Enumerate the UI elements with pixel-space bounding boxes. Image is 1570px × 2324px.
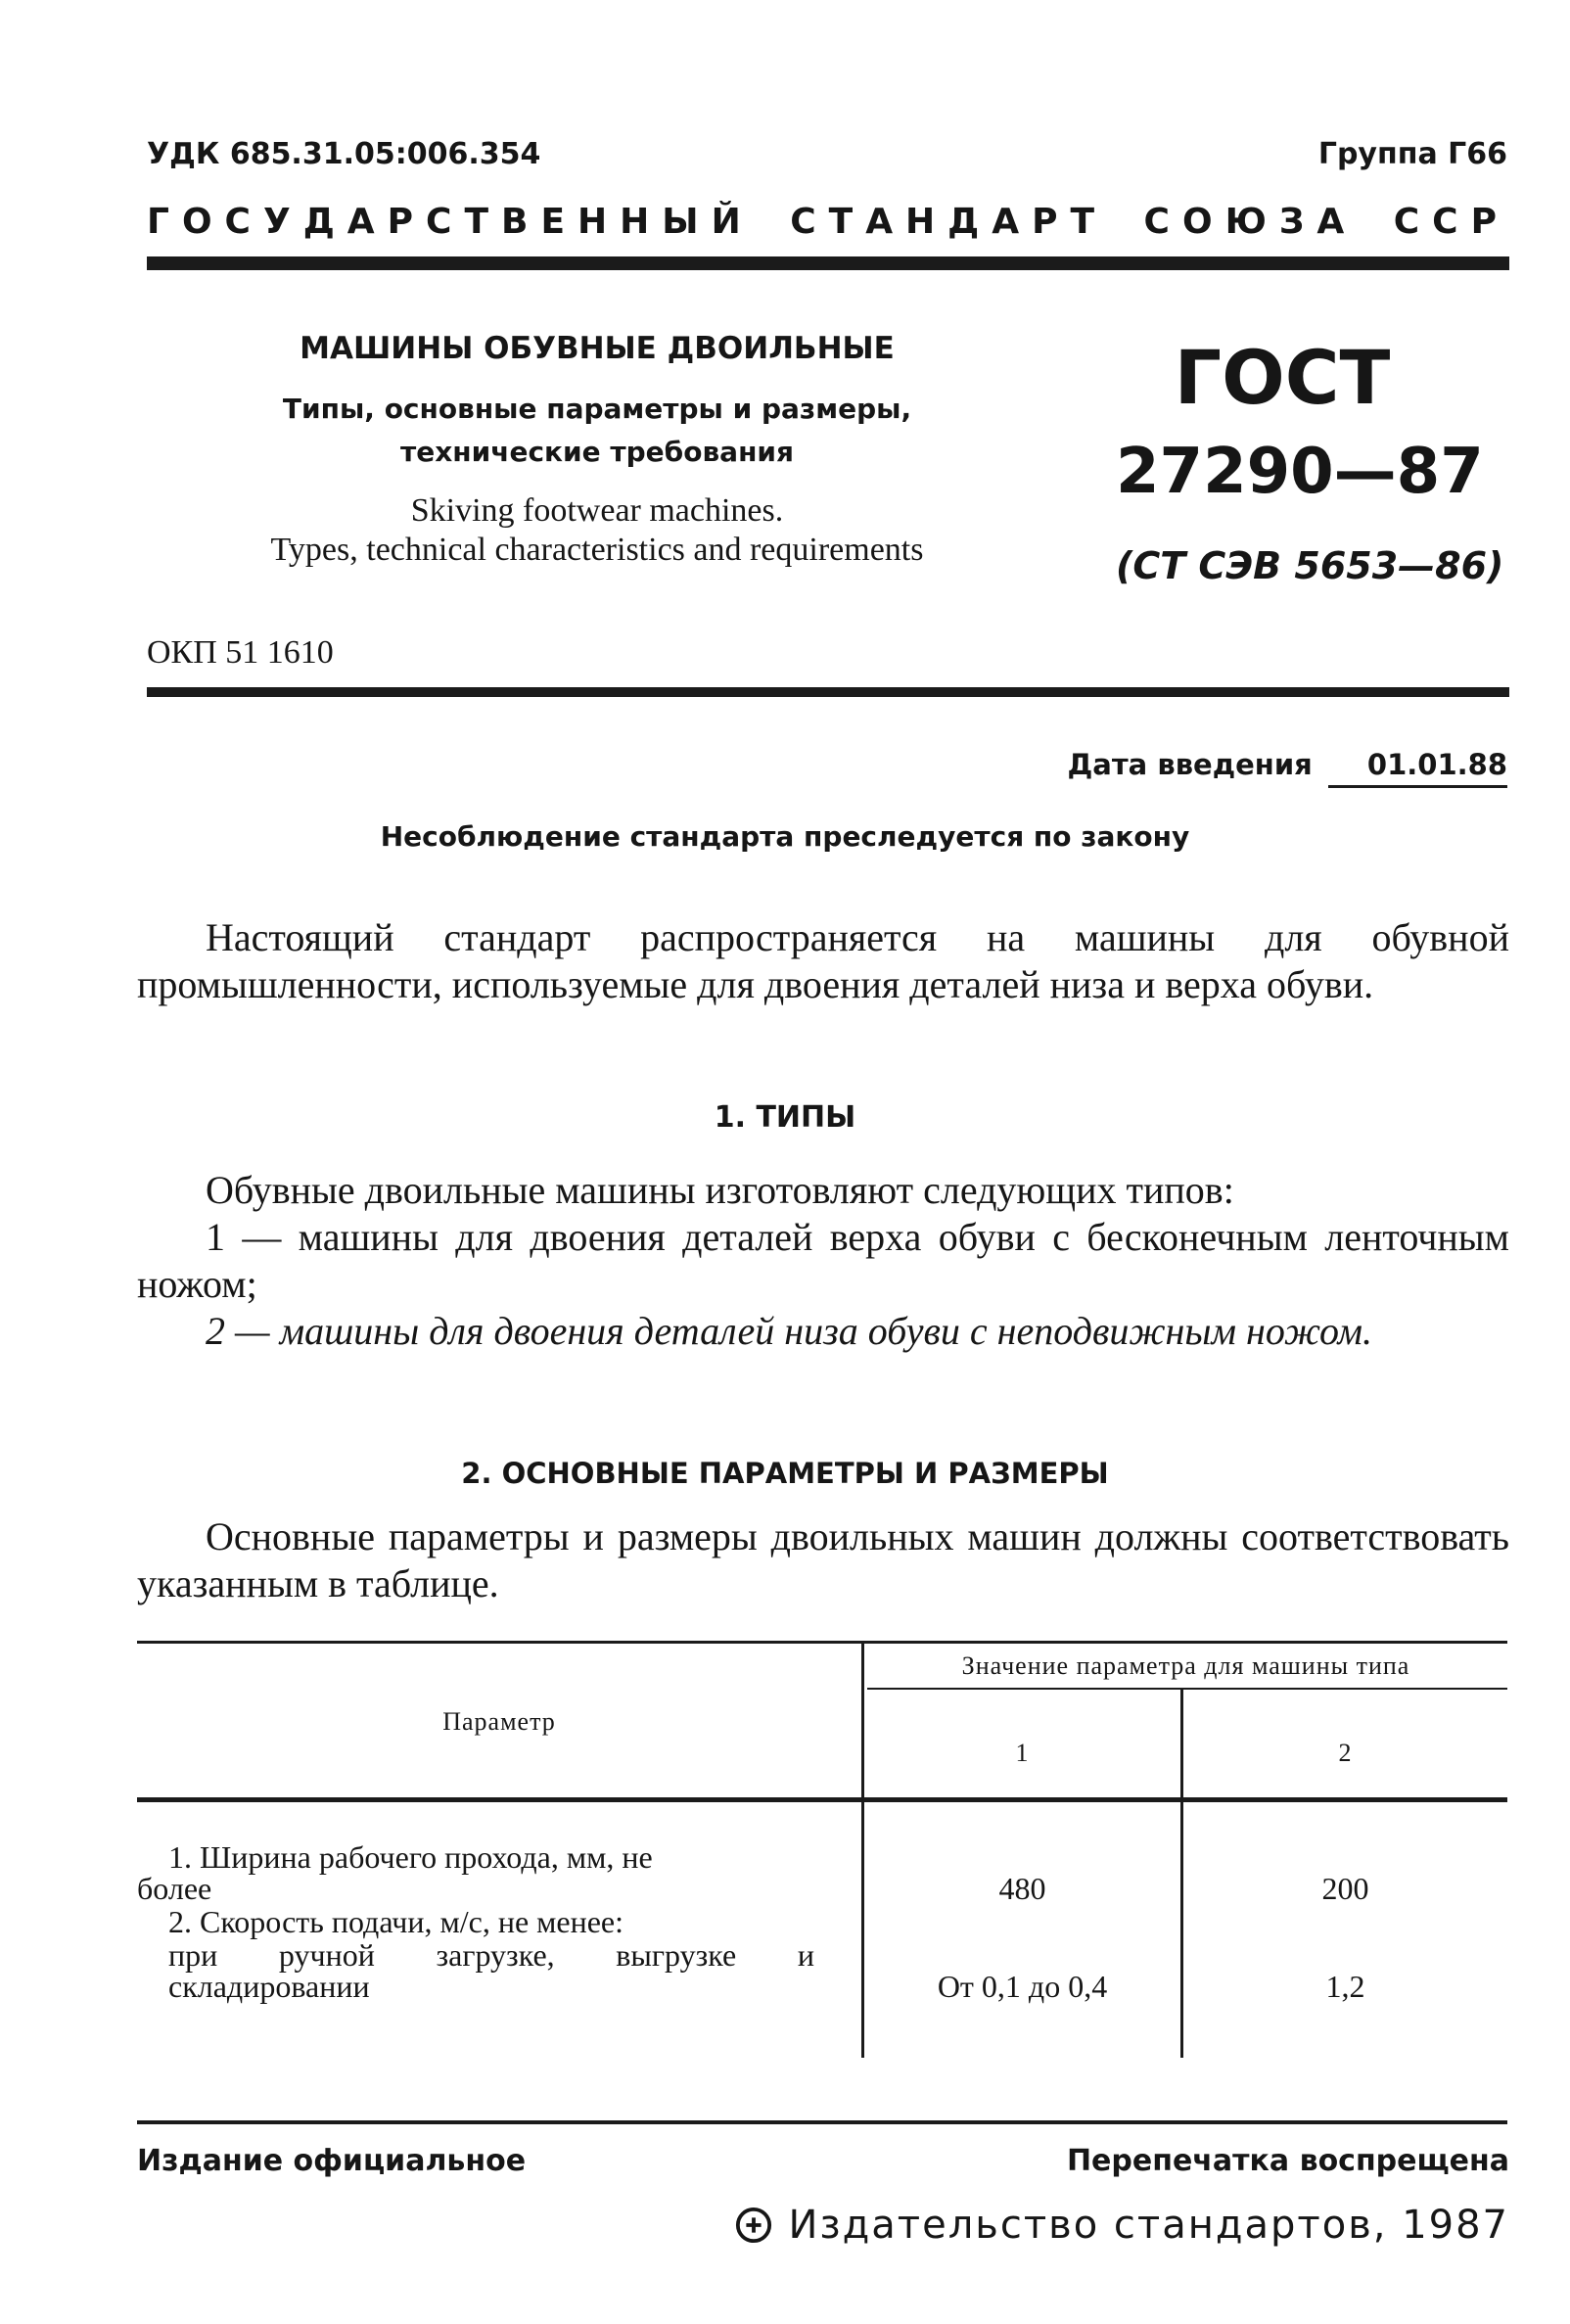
table-row2-param-line2: при ручной загрузке, выгрузке и xyxy=(168,1937,814,1973)
english-title-line2: Types, technical characteristics and requirements xyxy=(270,532,924,568)
standard-subtitle-line2: технические требования xyxy=(399,436,795,468)
table-header-rule xyxy=(137,1797,1507,1802)
type-item-1: 1 — машины для двоения деталей верха обуви с бесконечным ленточным ножом; xyxy=(137,1215,1509,1306)
publisher-name: Издательство стандартов, 1987 xyxy=(788,2203,1509,2248)
publisher-logo-icon xyxy=(735,2207,772,2244)
official-edition: Издание официальное xyxy=(137,2144,527,2178)
table-row2-value-type2: 1,2 xyxy=(1325,1969,1365,2004)
english-title-line1: Skiving footwear machines. xyxy=(410,492,784,529)
introduction-date-label: Дата введения xyxy=(1067,748,1313,781)
state-standard-word: ГОСУДАРСТВЕННЫЙ xyxy=(147,202,754,242)
table-row1-value-type1: 480 xyxy=(998,1871,1046,1906)
section-heading-types: 1. ТИПЫ xyxy=(714,1100,856,1135)
table-row2-value-type1: От 0,1 до 0,4 xyxy=(937,1969,1108,2004)
gost-label: ГОСТ xyxy=(1174,334,1391,421)
publisher-line xyxy=(735,2203,1509,2248)
table-row1-param-line1: 1. Ширина рабочего прохода, мм, не xyxy=(168,1839,653,1875)
table-row2-param-line3: складировании xyxy=(168,1969,370,2004)
udk-code: УДК 685.31.05:006.354 xyxy=(147,137,541,171)
gost-number: 27290—87 xyxy=(1116,436,1484,508)
okp-code: ОКП 51 1610 xyxy=(147,634,334,671)
scope-paragraph: Настоящий стандарт распространяется на машины для обувной промышленности, используемые для двоения деталей низа и верха обуви. xyxy=(137,915,1509,1006)
table-header-group: Значение параметра для машины типа xyxy=(961,1651,1410,1680)
standard-title: МАШИНЫ ОБУВНЫЕ ДВОИЛЬНЫЕ xyxy=(300,331,895,366)
standard-subtitle-line1: Типы, основные параметры и размеры, xyxy=(282,393,912,425)
state-standard-banner xyxy=(147,202,1509,242)
group-code: Группа Г66 xyxy=(1317,137,1507,171)
table-header-type2: 2 xyxy=(1338,1739,1353,1767)
state-standard-word: СОЮЗА xyxy=(1143,202,1358,242)
table-subheader-rule xyxy=(867,1688,1507,1690)
title-block xyxy=(147,331,1047,570)
table-header-param: Параметр xyxy=(442,1707,556,1736)
sev-reference: (СТ СЭВ 5653—86) xyxy=(1116,544,1504,587)
table-bottom-rule xyxy=(137,2120,1507,2124)
enforcement-notice: Несоблюдение стандарта преследуется по закону xyxy=(380,820,1190,853)
table-top-rule xyxy=(137,1641,1507,1644)
table-row2-param-line1: 2. Скорость подачи, м/с, не менее: xyxy=(168,1904,624,1939)
type-item-2: 2 — машины для двоения деталей низа обуви с неподвижным ножом. xyxy=(206,1309,1373,1353)
introduction-date xyxy=(1067,748,1507,788)
introduction-date-value: 01.01.88 xyxy=(1328,748,1507,788)
section-heading-parameters: 2. ОСНОВНЫЕ ПАРАМЕТРЫ И РАЗМЕРЫ xyxy=(461,1457,1109,1490)
state-standard-word: ССР xyxy=(1393,202,1509,242)
types-intro: Обувные двоильные машины изготовляют следующих типов: xyxy=(206,1168,1234,1212)
middle-divider xyxy=(147,687,1509,697)
state-standard-word: СТАНДАРТ xyxy=(790,202,1108,242)
reprint-prohibited: Перепечатка воспрещена xyxy=(1066,2144,1509,2178)
parameters-paragraph: Основные параметры и размеры двоильных машин должны соответствовать указанным в таблице. xyxy=(137,1514,1509,1605)
table-row1-value-type2: 200 xyxy=(1321,1871,1369,1906)
table-header-type1: 1 xyxy=(1015,1739,1030,1767)
top-divider xyxy=(147,256,1509,270)
table-row1-param-line2: более xyxy=(137,1871,212,1906)
